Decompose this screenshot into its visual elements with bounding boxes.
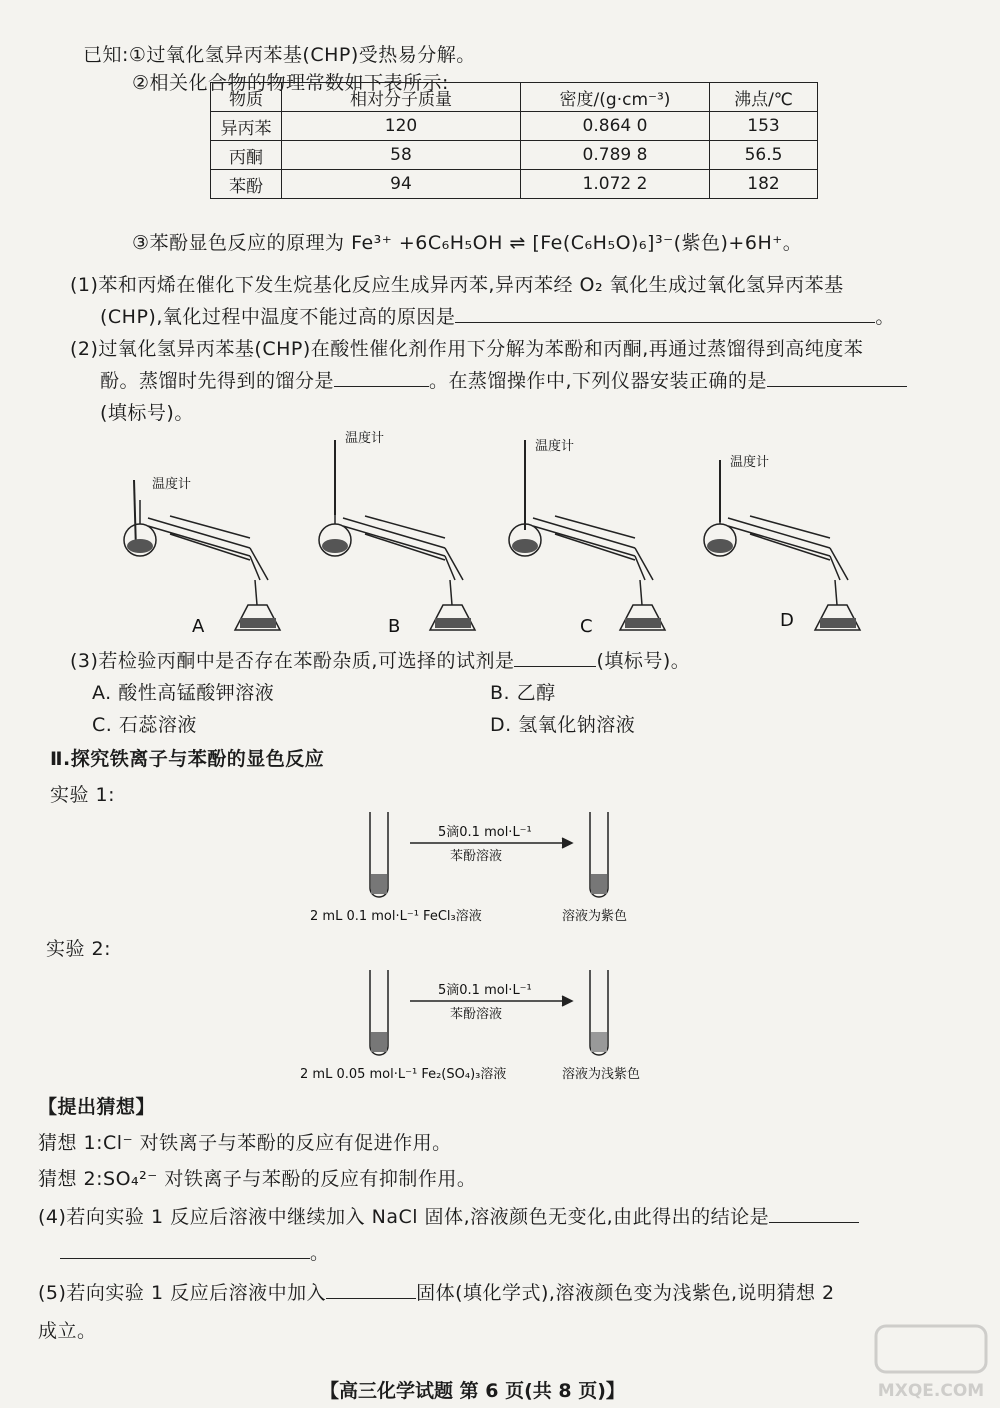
- q4-end: 。: [310, 1242, 330, 1264]
- page-footer: 【高三化学试题 第 6 页(共 8 页)】: [320, 1380, 625, 1402]
- q2-stem-a: 酚。蒸馏时先得到的馏分是: [100, 370, 335, 392]
- q1-answer-blank[interactable]: [455, 304, 875, 323]
- q2-stem-b: 。在蒸馏操作中,下列仪器安装正确的是: [429, 370, 768, 392]
- apparatus-b: [319, 440, 475, 630]
- hypothesis-2: 猜想 2:SO₄²⁻ 对铁离子与苯酚的反应有抑制作用。: [38, 1168, 477, 1190]
- table-cell: 苯酚: [211, 170, 282, 199]
- q5-stem-b: 固体(填化学式),溶液颜色变为浅紫色,说明猜想 2: [416, 1282, 835, 1304]
- table-header: 相对分子质量: [282, 83, 521, 112]
- option-label-a: A: [192, 616, 205, 637]
- q1-end: 。: [875, 306, 895, 328]
- exp2-label: 实验 2:: [46, 938, 112, 960]
- q3-stem-a: (3)若检验丙酮中是否存在苯酚杂质,可选择的试剂是: [70, 650, 515, 672]
- table-header: 沸点/℃: [710, 83, 818, 112]
- q2-line2: [100, 368, 907, 394]
- table-header-row: [211, 83, 818, 112]
- table-cell: 0.864 0: [521, 112, 710, 141]
- table-cell: 丙酮: [211, 141, 282, 170]
- q4-answer-blank-1[interactable]: [769, 1204, 859, 1223]
- q3-answer-blank[interactable]: [514, 648, 596, 667]
- thermometer-label-a: 温度计: [152, 477, 192, 492]
- distillation-apparatus-options: [100, 430, 880, 650]
- q4-line2: [60, 1240, 330, 1266]
- part2-title: Ⅱ.探究铁离子与苯酚的显色反应: [50, 748, 325, 770]
- q5-stem-a: (5)若向实验 1 反应后溶液中加入: [38, 1282, 327, 1304]
- table-cell: 56.5: [710, 141, 818, 170]
- table-cell: 0.789 8: [521, 141, 710, 170]
- option-label-d: D: [780, 610, 794, 631]
- watermark-text: MXQE.COM: [877, 1381, 985, 1401]
- exp1-right-caption: 溶液为紫色: [562, 909, 628, 924]
- exp2-reagent-top: 5滴0.1 mol·L⁻¹: [438, 983, 532, 998]
- q2-line1: (2)过氧化氢异丙苯基(CHP)在酸性催化剂作用下分解为苯酚和丙酮,再通过蒸馏得到高纯度苯: [70, 338, 864, 360]
- table-cell: 182: [710, 170, 818, 199]
- table-cell: 153: [710, 112, 818, 141]
- q3-option-c: C. 石蕊溶液: [92, 714, 197, 736]
- q5-line2: 成立。: [38, 1320, 97, 1342]
- thermometer-label-d: 温度计: [730, 455, 770, 470]
- q4-line1: [38, 1204, 859, 1230]
- q2-apparatus-blank[interactable]: [767, 368, 907, 387]
- option-label-b: B: [388, 616, 401, 637]
- table-cell: 58: [282, 141, 521, 170]
- exp2-reagent-bottom: 苯酚溶液: [450, 1007, 503, 1022]
- exp1-label: 实验 1:: [50, 784, 116, 806]
- q3-stem: [70, 648, 690, 674]
- q2-line3: (填标号)。: [100, 402, 194, 424]
- q5-line1: [38, 1280, 835, 1306]
- q4-stem: (4)若向实验 1 反应后溶液中继续加入 NaCl 固体,溶液颜色无变化,由此得出的结论是: [38, 1206, 770, 1228]
- apparatus-c: [509, 440, 665, 630]
- q5-answer-blank[interactable]: [326, 1280, 416, 1299]
- q3-option-a: A. 酸性高锰酸钾溶液: [92, 682, 275, 704]
- known-item3: ③苯酚显色反应的原理为 Fe³⁺ +6C₆H₅OH ⇌ [Fe(C₆H₅O)₆]³⁻(紫色)+6H⁺。: [132, 232, 803, 254]
- table-row: [211, 141, 818, 170]
- apparatus-a: [124, 480, 280, 630]
- known-item2: ②相关化合物的物理常数如下表所示:: [132, 72, 449, 94]
- table-header: 密度/(g·cm⁻³): [521, 83, 710, 112]
- q1-stem: (CHP),氧化过程中温度不能过高的原因是: [100, 306, 456, 328]
- exp2-left-caption: 2 mL 0.05 mol·L⁻¹ Fe₂(SO₄)₃溶液: [300, 1067, 507, 1082]
- q2-fraction-blank[interactable]: [334, 368, 429, 387]
- q4-answer-blank-2[interactable]: [60, 1240, 310, 1259]
- known-intro: 已知:①过氧化氢异丙苯基(CHP)受热易分解。: [83, 44, 476, 66]
- experiment1-diagram: [300, 800, 680, 930]
- q3-stem-b: (填标号)。: [596, 650, 691, 672]
- option-label-c: C: [580, 616, 593, 637]
- watermark: [872, 1322, 990, 1404]
- q3-option-d: D. 氢氧化钠溶液: [490, 714, 636, 736]
- exp1-left-caption: 2 mL 0.1 mol·L⁻¹ FeCl₃溶液: [310, 909, 482, 924]
- exp1-reagent-top: 5滴0.1 mol·L⁻¹: [438, 825, 532, 840]
- table-row: [211, 112, 818, 141]
- exp2-right-caption: 溶液为浅紫色: [562, 1067, 641, 1082]
- constants-table: [210, 82, 818, 199]
- q1-line1: (1)苯和丙烯在催化下发生烷基化反应生成异丙苯,异丙苯经 O₂ 氧化生成过氧化氢异丙苯基: [70, 274, 844, 296]
- exp1-reagent-bottom: 苯酚溶液: [450, 849, 503, 864]
- hypothesis-title: 【提出猜想】: [38, 1096, 156, 1118]
- table-cell: 1.072 2: [521, 170, 710, 199]
- thermometer-label-b: 温度计: [345, 431, 385, 446]
- table-cell: 120: [282, 112, 521, 141]
- experiment2-diagram: [300, 958, 680, 1088]
- table-cell: 94: [282, 170, 521, 199]
- q1-line2: [100, 304, 895, 330]
- hypothesis-1: 猜想 1:Cl⁻ 对铁离子与苯酚的反应有促进作用。: [38, 1132, 452, 1154]
- table-cell: 异丙苯: [211, 112, 282, 141]
- table-header: 物质: [211, 83, 282, 112]
- thermometer-label-c: 温度计: [535, 439, 575, 454]
- q3-option-b: B. 乙醇: [490, 682, 556, 704]
- table-row: [211, 170, 818, 199]
